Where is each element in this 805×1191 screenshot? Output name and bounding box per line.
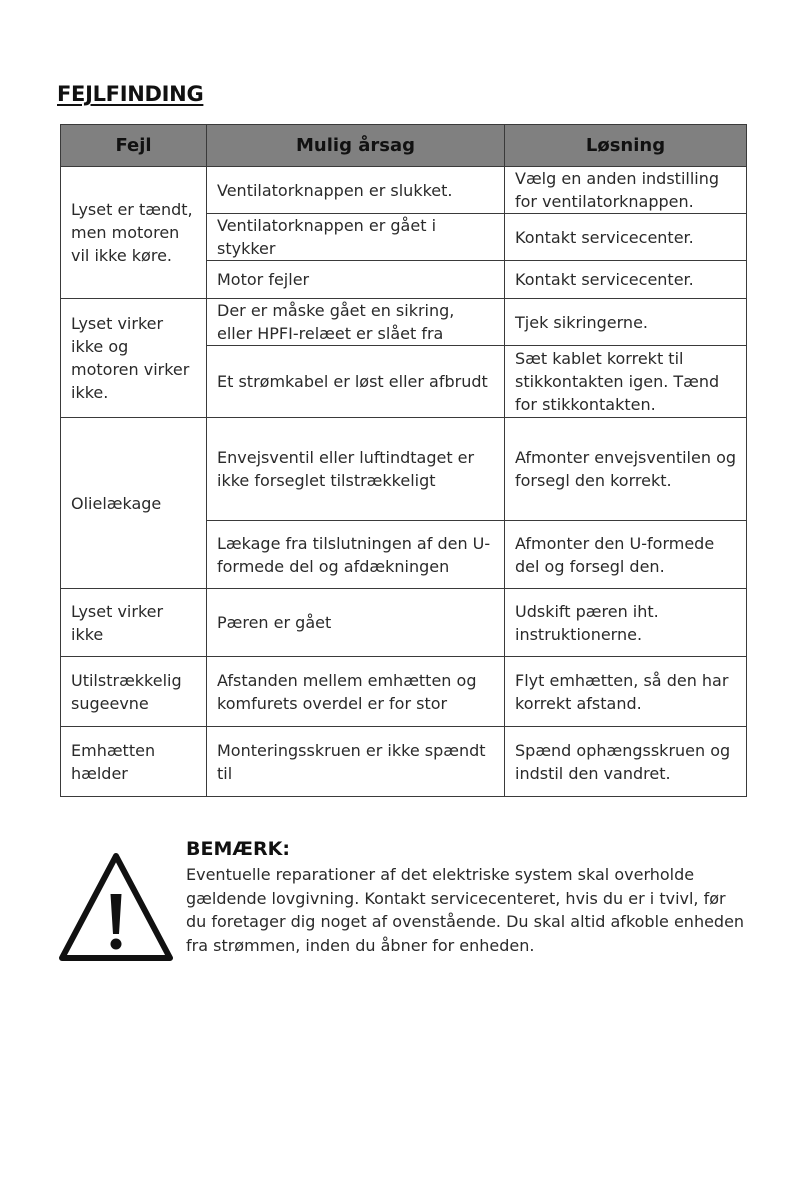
table-row bbox=[61, 657, 747, 727]
note-text: Eventuelle reparationer af det elektriske system skal overholde gældende lovgivning. Kontakt servicecenteret, hvis du er i tvivl, før du foretager dig noget af ovenstående. Du skal altid afkoble enheden fra strømmen, inden du åbner for enheden. bbox=[186, 865, 745, 955]
solution-cell: Vælg en anden indstilling for ventilatorknappen. bbox=[505, 167, 747, 214]
cause-cell: Pæren er gået bbox=[207, 589, 505, 657]
note-block bbox=[186, 835, 746, 957]
solution-cell: Kontakt servicecenter. bbox=[505, 261, 747, 299]
table-row bbox=[61, 589, 747, 657]
cause-cell: Ventilatorknappen er slukket. bbox=[207, 167, 505, 214]
column-header-aarsag: Mulig årsag bbox=[207, 125, 505, 167]
solution-cell: Afmonter envejsventilen og forsegl den korrekt. bbox=[505, 418, 747, 521]
column-header-fejl: Fejl bbox=[61, 125, 207, 167]
solution-cell: Sæt kablet korrekt til stikkontakten igen. Tænd for stikkontakten. bbox=[505, 346, 747, 418]
fault-cell: Lyset virker ikke bbox=[61, 589, 207, 657]
fault-cell: Lyset er tændt, men motoren vil ikke køre. bbox=[61, 167, 207, 299]
solution-cell: Udskift pæren iht. instruktionerne. bbox=[505, 589, 747, 657]
fault-cell: Emhætten hælder bbox=[61, 727, 207, 797]
page-title: FEJLFINDING bbox=[57, 82, 204, 106]
solution-cell: Afmonter den U-formede del og forsegl den. bbox=[505, 521, 747, 589]
cause-cell: Monteringsskruen er ikke spændt til bbox=[207, 727, 505, 797]
fault-cell: Olielækage bbox=[61, 418, 207, 589]
fault-cell: Utilstrækkelig sugeevne bbox=[61, 657, 207, 727]
solution-cell: Spænd ophængsskruen og indstil den vandret. bbox=[505, 727, 747, 797]
cause-cell: Motor fejler bbox=[207, 261, 505, 299]
solution-cell: Kontakt servicecenter. bbox=[505, 214, 747, 261]
table-row bbox=[61, 299, 747, 346]
table-row bbox=[61, 418, 747, 521]
cause-cell: Et strømkabel er løst eller afbrudt bbox=[207, 346, 505, 418]
warning-triangle-icon bbox=[57, 850, 175, 964]
troubleshooting-table bbox=[60, 124, 747, 797]
cause-cell: Der er måske gået en sikring, eller HPFI-relæet er slået fra bbox=[207, 299, 505, 346]
note-title: BEMÆRK: bbox=[186, 838, 290, 860]
cause-cell: Lækage fra tilslutningen af den U-formede del og afdækningen bbox=[207, 521, 505, 589]
cause-cell: Envejsventil eller luftindtaget er ikke forseglet tilstrækkeligt bbox=[207, 418, 505, 521]
table-row bbox=[61, 167, 747, 214]
cause-cell: Afstanden mellem emhætten og komfurets overdel er for stor bbox=[207, 657, 505, 727]
fault-cell: Lyset virker ikke og motoren virker ikke. bbox=[61, 299, 207, 418]
table-row bbox=[61, 727, 747, 797]
solution-cell: Flyt emhætten, så den har korrekt afstand. bbox=[505, 657, 747, 727]
cause-cell: Ventilatorknappen er gået i stykker bbox=[207, 214, 505, 261]
column-header-loesning: Løsning bbox=[505, 125, 747, 167]
table-header-row bbox=[61, 125, 747, 167]
solution-cell: Tjek sikringerne. bbox=[505, 299, 747, 346]
